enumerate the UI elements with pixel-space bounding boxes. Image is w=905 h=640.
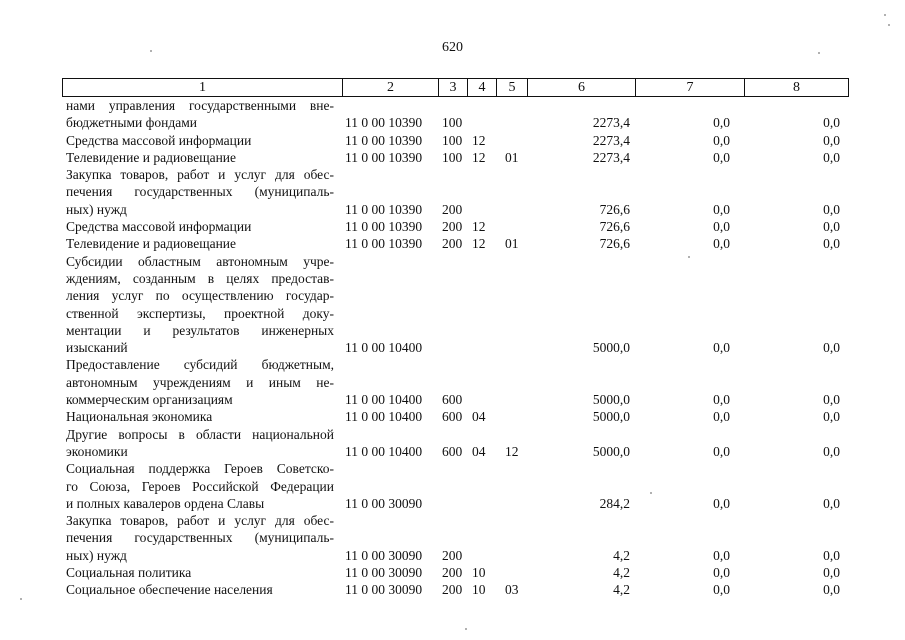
scan-speck bbox=[818, 52, 820, 54]
row-item-name bbox=[66, 218, 334, 235]
row-subsection-code: 01 bbox=[505, 236, 519, 252]
row-target-article-code: 11 0 00 10390 bbox=[345, 115, 423, 131]
row-section-code: 12 bbox=[472, 219, 486, 235]
row-item-name bbox=[66, 97, 334, 132]
row-subsection-code: 03 bbox=[505, 582, 519, 598]
column-header-3: 3 bbox=[439, 79, 468, 97]
table-row bbox=[62, 166, 842, 218]
row-amount-col8: 0,0 bbox=[823, 340, 840, 356]
row-amount-col7: 0,0 bbox=[713, 582, 730, 598]
scan-speck bbox=[884, 14, 886, 16]
table-row bbox=[62, 235, 842, 252]
row-section-code: 12 bbox=[472, 149, 486, 165]
row-name-line: Телевидение и радиовещание bbox=[66, 149, 237, 165]
row-amount-col7: 0,0 bbox=[713, 115, 730, 131]
table-row bbox=[62, 426, 842, 461]
row-amount-col6: 4,2 bbox=[613, 547, 630, 563]
row-subsection-code: 12 bbox=[505, 443, 519, 459]
scan-speck bbox=[688, 256, 690, 258]
row-expense-type-code: 200 bbox=[442, 201, 463, 217]
row-name-line: автономным учреждениям и иным не- bbox=[66, 374, 334, 390]
table-row bbox=[62, 564, 842, 581]
row-target-article-code: 11 0 00 30090 bbox=[345, 582, 423, 598]
row-name-line: Социальная поддержка Героев Советско- bbox=[66, 461, 334, 477]
row-amount-col6: 2273,4 bbox=[592, 132, 630, 148]
scan-speck bbox=[150, 50, 152, 52]
row-section-code: 10 bbox=[472, 565, 486, 581]
row-name-line: экономики bbox=[66, 443, 128, 459]
row-section-code: 04 bbox=[472, 409, 486, 425]
row-name-line: печения государственных (муниципаль- bbox=[66, 184, 334, 200]
row-expense-type-code: 100 bbox=[442, 115, 463, 131]
row-name-line: Телевидение и радиовещание bbox=[66, 236, 237, 252]
row-amount-col6: 5000,0 bbox=[592, 443, 630, 459]
row-item-name bbox=[66, 564, 334, 581]
row-amount-col7: 0,0 bbox=[713, 340, 730, 356]
column-header-7: 7 bbox=[636, 79, 745, 97]
row-target-article-code: 11 0 00 30090 bbox=[345, 495, 423, 511]
row-name-line: и полных кавалеров ордена Славы bbox=[66, 495, 265, 511]
row-target-article-code: 11 0 00 30090 bbox=[345, 565, 423, 581]
column-header-table bbox=[62, 78, 849, 97]
table-row bbox=[62, 356, 842, 408]
row-amount-col6: 5000,0 bbox=[592, 340, 630, 356]
column-header-2: 2 bbox=[343, 79, 439, 97]
row-target-article-code: 11 0 00 10400 bbox=[345, 340, 423, 356]
row-expense-type-code: 200 bbox=[442, 236, 463, 252]
row-name-line: Национальная экономика bbox=[66, 409, 213, 425]
scan-speck bbox=[465, 628, 467, 630]
row-amount-col6: 726,6 bbox=[599, 201, 630, 217]
row-name-line: ментации и результатов инженерных bbox=[66, 322, 334, 338]
table-row bbox=[62, 581, 842, 598]
row-amount-col8: 0,0 bbox=[823, 132, 840, 148]
row-name-line: Субсидии областным автономным учре- bbox=[66, 253, 334, 269]
column-header-8: 8 bbox=[745, 79, 849, 97]
column-header-6: 6 bbox=[528, 79, 636, 97]
row-amount-col7: 0,0 bbox=[713, 409, 730, 425]
row-item-name bbox=[66, 408, 334, 425]
row-item-name bbox=[66, 581, 334, 598]
row-name-line: Закупка товаров, работ и услуг для обес- bbox=[66, 167, 334, 183]
row-expense-type-code: 600 bbox=[442, 443, 463, 459]
row-expense-type-code: 100 bbox=[442, 132, 463, 148]
row-section-code: 12 bbox=[472, 132, 486, 148]
row-amount-col7: 0,0 bbox=[713, 149, 730, 165]
row-name-line: бюджетными фондами bbox=[66, 115, 197, 131]
row-name-line: коммерческим организациям bbox=[66, 392, 233, 408]
row-item-name bbox=[66, 132, 334, 149]
table-row bbox=[62, 408, 842, 425]
row-subsection-code: 01 bbox=[505, 149, 519, 165]
budget-table-body bbox=[62, 97, 842, 599]
row-name-line: ных) нужд bbox=[66, 201, 127, 217]
row-target-article-code: 11 0 00 10400 bbox=[345, 392, 423, 408]
table-row bbox=[62, 253, 842, 357]
row-item-name bbox=[66, 460, 334, 512]
row-amount-col7: 0,0 bbox=[713, 392, 730, 408]
row-name-line: Социальное обеспечение населения bbox=[66, 582, 273, 598]
row-amount-col6: 2273,4 bbox=[592, 149, 630, 165]
row-amount-col7: 0,0 bbox=[713, 201, 730, 217]
row-section-code: 10 bbox=[472, 582, 486, 598]
row-item-name bbox=[66, 512, 334, 564]
row-name-line: Средства массовой информации bbox=[66, 219, 252, 235]
row-amount-col6: 5000,0 bbox=[592, 409, 630, 425]
row-amount-col6: 5000,0 bbox=[592, 392, 630, 408]
row-amount-col8: 0,0 bbox=[823, 495, 840, 511]
row-name-line: ления услуг по осуществлению государ- bbox=[66, 288, 334, 304]
row-item-name bbox=[66, 426, 334, 461]
scan-speck bbox=[888, 24, 890, 26]
row-amount-col7: 0,0 bbox=[713, 565, 730, 581]
table-row bbox=[62, 97, 842, 132]
row-item-name bbox=[66, 253, 334, 357]
row-name-line: нами управления государственными вне- bbox=[66, 98, 334, 113]
row-section-code: 12 bbox=[472, 236, 486, 252]
row-name-line: ждениям, созданным в целях предостав- bbox=[66, 270, 334, 286]
row-target-article-code: 11 0 00 30090 bbox=[345, 547, 423, 563]
row-expense-type-code: 100 bbox=[442, 149, 463, 165]
row-amount-col7: 0,0 bbox=[713, 219, 730, 235]
row-target-article-code: 11 0 00 10390 bbox=[345, 132, 423, 148]
row-name-line: ственной экспертизы, проектной доку- bbox=[66, 305, 334, 321]
row-amount-col7: 0,0 bbox=[713, 547, 730, 563]
table-row bbox=[62, 132, 842, 149]
row-target-article-code: 11 0 00 10390 bbox=[345, 201, 423, 217]
row-amount-col8: 0,0 bbox=[823, 236, 840, 252]
column-header-row bbox=[63, 79, 849, 97]
row-expense-type-code: 200 bbox=[442, 547, 463, 563]
row-amount-col8: 0,0 bbox=[823, 115, 840, 131]
row-target-article-code: 11 0 00 10400 bbox=[345, 409, 423, 425]
row-amount-col8: 0,0 bbox=[823, 565, 840, 581]
row-amount-col8: 0,0 bbox=[823, 149, 840, 165]
row-name-line: го Союза, Героев Российской Федерации bbox=[66, 478, 334, 494]
scan-speck bbox=[650, 492, 652, 494]
row-amount-col8: 0,0 bbox=[823, 392, 840, 408]
page-number: 620 bbox=[442, 40, 463, 55]
row-amount-col7: 0,0 bbox=[713, 495, 730, 511]
scan-speck bbox=[20, 598, 22, 600]
row-amount-col8: 0,0 bbox=[823, 443, 840, 459]
row-name-line: Другие вопросы в области национальной bbox=[66, 426, 334, 442]
row-amount-col7: 0,0 bbox=[713, 236, 730, 252]
table-row bbox=[62, 218, 842, 235]
table-row bbox=[62, 460, 842, 512]
row-amount-col6: 4,2 bbox=[613, 582, 630, 598]
row-amount-col8: 0,0 bbox=[823, 409, 840, 425]
row-expense-type-code: 200 bbox=[442, 219, 463, 235]
row-target-article-code: 11 0 00 10390 bbox=[345, 149, 423, 165]
row-amount-col6: 2273,4 bbox=[592, 115, 630, 131]
row-name-line: Закупка товаров, работ и услуг для обес- bbox=[66, 513, 334, 529]
row-item-name bbox=[66, 149, 334, 166]
row-amount-col6: 726,6 bbox=[599, 219, 630, 235]
row-name-line: ных) нужд bbox=[66, 547, 127, 563]
row-section-code: 04 bbox=[472, 443, 486, 459]
row-name-line: Социальная политика bbox=[66, 565, 192, 581]
row-expense-type-code: 600 bbox=[442, 392, 463, 408]
row-expense-type-code: 600 bbox=[442, 409, 463, 425]
row-item-name bbox=[66, 235, 334, 252]
row-amount-col6: 284,2 bbox=[599, 495, 630, 511]
row-amount-col7: 0,0 bbox=[713, 443, 730, 459]
row-item-name bbox=[66, 356, 334, 408]
row-amount-col8: 0,0 bbox=[823, 219, 840, 235]
row-name-line: Предоставление субсидий бюджетным, bbox=[66, 357, 334, 373]
row-expense-type-code: 200 bbox=[442, 565, 463, 581]
column-header-5: 5 bbox=[497, 79, 528, 97]
table-row bbox=[62, 512, 842, 564]
table-row bbox=[62, 149, 842, 166]
row-item-name bbox=[66, 166, 334, 218]
row-amount-col8: 0,0 bbox=[823, 547, 840, 563]
row-amount-col6: 4,2 bbox=[613, 565, 630, 581]
row-amount-col8: 0,0 bbox=[823, 582, 840, 598]
column-header-1: 1 bbox=[63, 79, 343, 97]
row-target-article-code: 11 0 00 10390 bbox=[345, 236, 423, 252]
row-target-article-code: 11 0 00 10400 bbox=[345, 443, 423, 459]
row-expense-type-code: 200 bbox=[442, 582, 463, 598]
row-amount-col8: 0,0 bbox=[823, 201, 840, 217]
row-amount-col7: 0,0 bbox=[713, 132, 730, 148]
row-name-line: печения государственных (муниципаль- bbox=[66, 530, 334, 546]
row-amount-col6: 726,6 bbox=[599, 236, 630, 252]
row-target-article-code: 11 0 00 10390 bbox=[345, 219, 423, 235]
row-name-line: изысканий bbox=[66, 340, 128, 356]
column-header-4: 4 bbox=[468, 79, 497, 97]
row-name-line: Средства массовой информации bbox=[66, 132, 252, 148]
